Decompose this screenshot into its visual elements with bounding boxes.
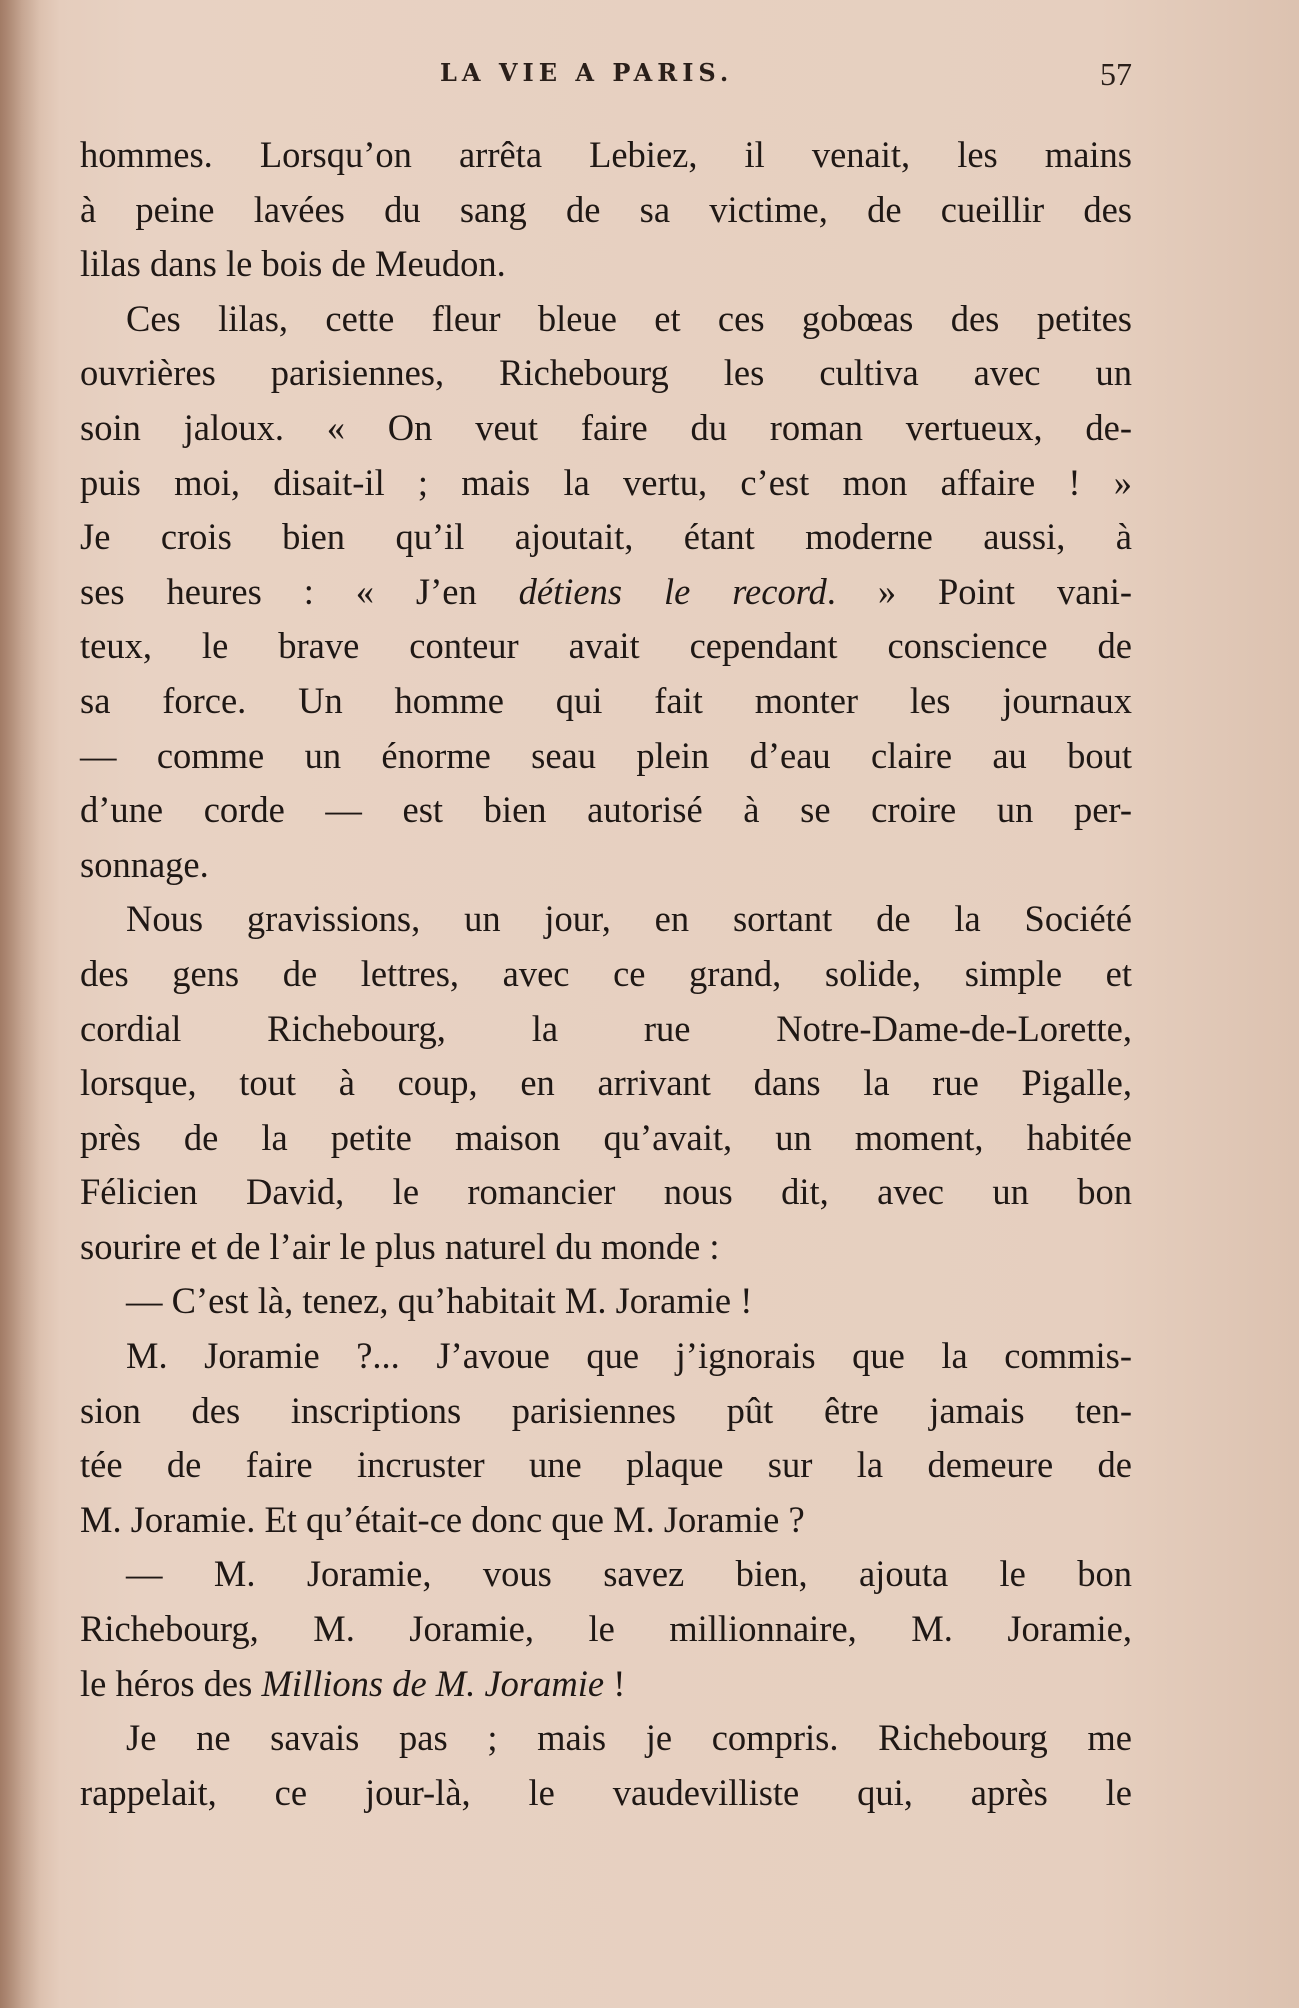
text-line: — C’est là, tenez, qu’habitait M. Joramie ! bbox=[126, 1280, 753, 1322]
italic-phrase: détiens le record bbox=[518, 570, 827, 612]
text-line: sourire et de l’air le plus naturel du monde : bbox=[80, 1225, 720, 1267]
text-line: sa force. Un homme qui fait monter les journaux bbox=[80, 679, 1132, 721]
text-line: lilas dans le bois de Meudon. bbox=[80, 243, 506, 285]
text-line: près de la petite maison qu’avait, un moment, habitée bbox=[80, 1116, 1132, 1158]
text-line: soin jaloux. « On veut faire du roman vertueux, de- bbox=[80, 406, 1132, 448]
body-text bbox=[80, 128, 1132, 1820]
text-line: M. Joramie ?... J’avoue que j’ignorais que la commis- bbox=[126, 1335, 1132, 1377]
text-line: rappelait, ce jour-là, le vaudevilliste qui, après le bbox=[80, 1771, 1132, 1813]
text-line: — M. Joramie, vous savez bien, ajouta le bon bbox=[126, 1553, 1132, 1595]
text-line: puis moi, disait-il ; mais la vertu, c’est mon affaire ! » bbox=[80, 461, 1132, 503]
text-line: — comme un énorme seau plein d’eau claire au bout bbox=[80, 734, 1132, 776]
text-line: Je ne savais pas ; mais je compris. Richebourg me bbox=[126, 1717, 1132, 1759]
text-line: d’une corde — est bien autorisé à se croire un per- bbox=[80, 789, 1132, 831]
text-line: sion des inscriptions parisiennes pût être jamais ten- bbox=[80, 1389, 1132, 1431]
text-line: lorsque, tout à coup, en arrivant dans la rue Pigalle, bbox=[80, 1062, 1132, 1104]
text-line: teux, le brave conteur avait cependant conscience de bbox=[80, 625, 1132, 667]
text-line: le héros des Millions de M. Joramie ! bbox=[80, 1662, 626, 1704]
text-line: Nous gravissions, un jour, en sortant de la Société bbox=[126, 898, 1132, 940]
page-number: 57 bbox=[1100, 56, 1132, 92]
text-line: M. Joramie. Et qu’était-ce donc que M. Joramie ? bbox=[80, 1498, 805, 1540]
text-line: ouvrières parisiennes, Richebourg les cultiva avec un bbox=[80, 352, 1132, 394]
text-line: sonnage. bbox=[80, 843, 209, 885]
italic-title: Millions de M. Joramie bbox=[261, 1662, 605, 1704]
text-line: cordial Richebourg, la rue Notre-Dame-de-Lorette, bbox=[80, 1007, 1132, 1049]
text-line: des gens de lettres, avec ce grand, solide, simple et bbox=[80, 952, 1132, 994]
text-line: tée de faire incruster une plaque sur la demeure de bbox=[80, 1444, 1132, 1486]
running-header bbox=[80, 58, 1132, 98]
text-line: Félicien David, le romancier nous dit, avec un bon bbox=[80, 1171, 1132, 1213]
text-line: Richebourg, M. Joramie, le millionnaire, M. Joramie, bbox=[80, 1608, 1132, 1650]
text-line: à peine lavées du sang de sa victime, de cueillir des bbox=[80, 188, 1132, 230]
text-line: hommes. Lorsqu’on arrêta Lebiez, il venait, les mains bbox=[80, 134, 1132, 175]
gutter-shadow bbox=[0, 0, 40, 2008]
text-line: ses heures : « J’en détiens le record. » Point vani- bbox=[80, 570, 1132, 612]
text-line: Ces lilas, cette fleur bleue et ces gobœas des petites bbox=[126, 297, 1132, 339]
running-title: LA VIE A PARIS. bbox=[440, 58, 734, 87]
text-line: Je crois bien qu’il ajoutait, étant moderne aussi, à bbox=[80, 516, 1132, 558]
